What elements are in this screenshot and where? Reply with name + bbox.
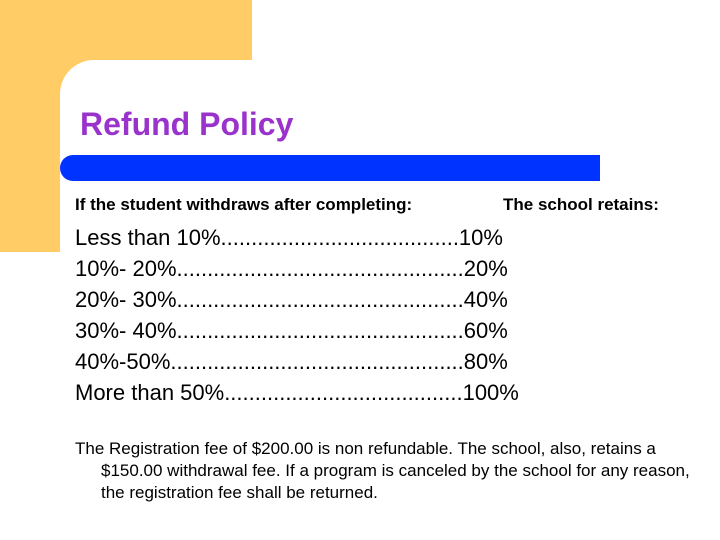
page-title: Refund Policy bbox=[80, 106, 294, 142]
title-underline-bar bbox=[60, 155, 600, 181]
rate-row: 40%-50%................................................80% bbox=[75, 349, 508, 374]
rate-row: More than 50%.......................................100% bbox=[75, 380, 519, 405]
column-header-retains: The school retains: bbox=[503, 195, 659, 214]
refund-rate-list bbox=[75, 222, 635, 408]
rate-row: Less than 10%.......................................10% bbox=[75, 225, 503, 250]
column-header-completion: If the student withdraws after completing: bbox=[75, 195, 413, 214]
rate-row: 30%- 40%...............................................60% bbox=[75, 318, 508, 343]
rate-row: 10%- 20%...............................................20% bbox=[75, 256, 508, 281]
registration-fee-note: The Registration fee of $200.00 is non refundable. The school, also, retains a $150.00 withdrawal fee. If a program is canceled by the school for any reason, the registration fee shall be returned. bbox=[75, 439, 690, 502]
rate-row: 20%- 30%...............................................40% bbox=[75, 287, 508, 312]
